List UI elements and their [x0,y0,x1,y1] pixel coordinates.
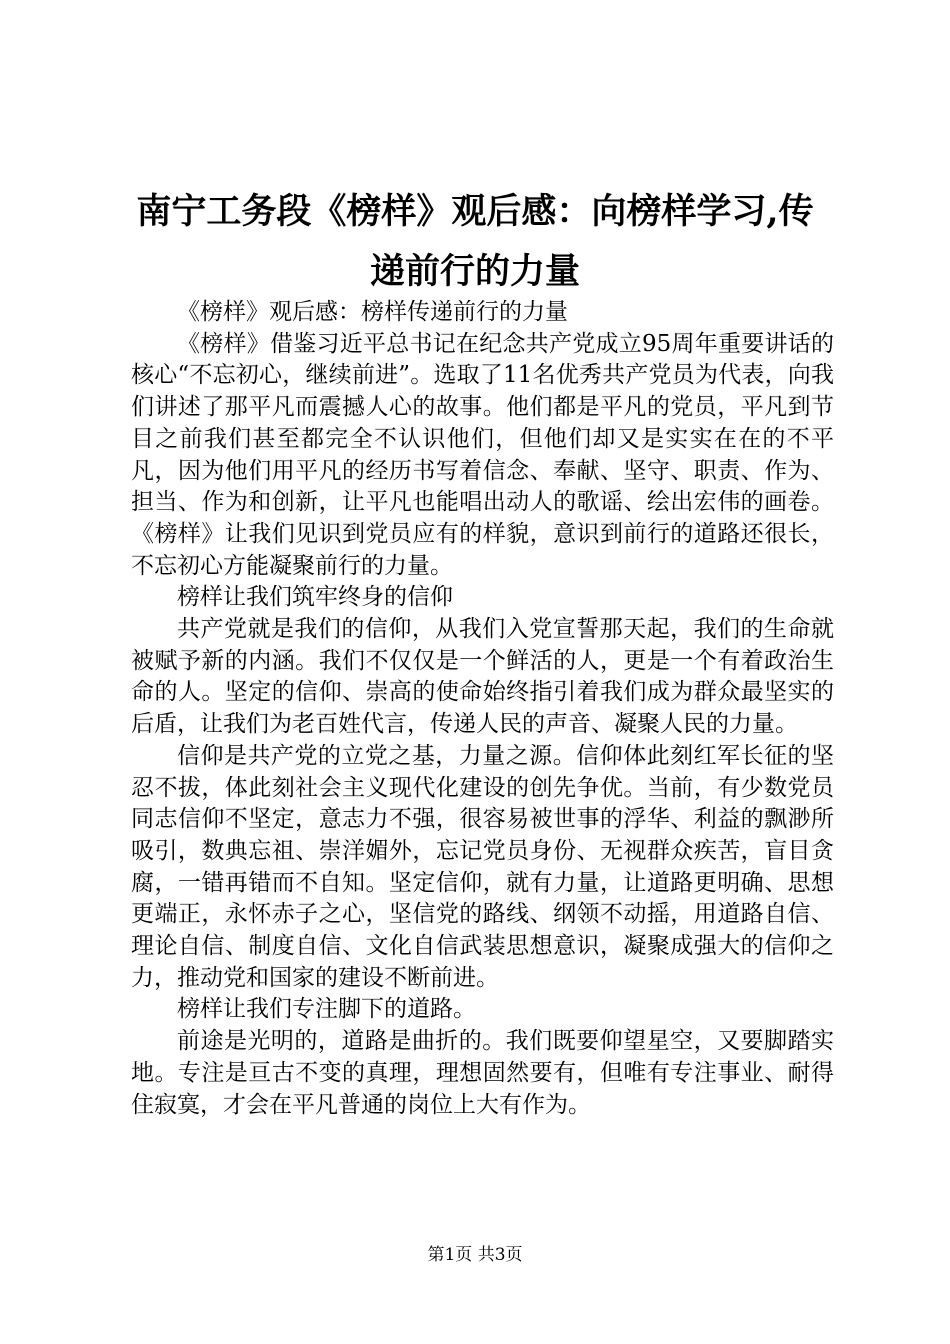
page-footer: 第1页 共3页 [427,1245,523,1265]
document-title: 南宁工务段《榜样》观后感：向榜样学习,传递前行的力量 [136,191,814,292]
section-heading-path: 榜样让我们专注脚下的道路。 [177,996,476,1023]
paragraph-path-1: 前途是光明的，道路是曲折的。我们既要仰望星空，又要脚踏实地。专注是亘古不变的真理，理想固然要有，但唯有专注事业、耐得住寂寞，才会在平凡普通的岗位上大有作为。 [131,1028,834,1118]
document-body [131,297,834,1121]
paragraph-subtitle: 《榜样》观后感：榜样传递前行的力量 [177,299,568,325]
paragraph-intro: 《榜样》借鉴习近平总书记在纪念共产党成立95周年重要讲话的核心“不忘初心，继续前进”。选取了11名优秀共产党员为代表，向我们讲述了那平凡而震撼人心的故事。他们都是平凡的党员，平凡到节目之前我们甚至都完全不认识他们，但他们却又是实实在在的不平凡，因为他们用平凡的经历书写着信念、奉献、坚守、职责、作为、担当、作为和创新，让平凡也能唱出动人的歌谣、绘出宏伟的画卷。《榜样》让我们见识到党员应有的样貌，意识到前行的道路还很长，不忘初心方能凝聚前行的力量。 [131,330,834,579]
paragraph-faith-2: 信仰是共产党的立党之基，力量之源。信仰体此刻红军长征的坚忍不拔，体此刻社会主义现代化建设的创先争优。当前，有少数党员同志信仰不坚定，意志力不强，很容易被世事的浮华、利益的飘渺所吸引，数典忘祖、崇洋媚外，忘记党员身份、无视群众疾苦，盲目贪腐，一错再错而不自知。坚定信仰，就有力量，让道路更明确、思想更端正，永怀赤子之心，坚信党的路线、纲领不动摇，用道路自信、理论自信、制度自信、文化自信武装思想意识，凝聚成强大的信仰之力，推动党和国家的建设不断前进。 [131,742,834,991]
section-heading-faith: 榜样让我们筑牢终身的信仰 [177,584,453,611]
paragraph-faith-1: 共产党就是我们的信仰，从我们入党宣誓那天起，我们的生命就被赋予新的内涵。我们不仅仅是一个鲜活的人，更是一个有着政治生命的人。坚定的信仰、崇高的使命始终指引着我们成为群众最坚实的后盾，让我们为老百姓代言，传递人民的声音、凝聚人民的力量。 [131,616,834,738]
